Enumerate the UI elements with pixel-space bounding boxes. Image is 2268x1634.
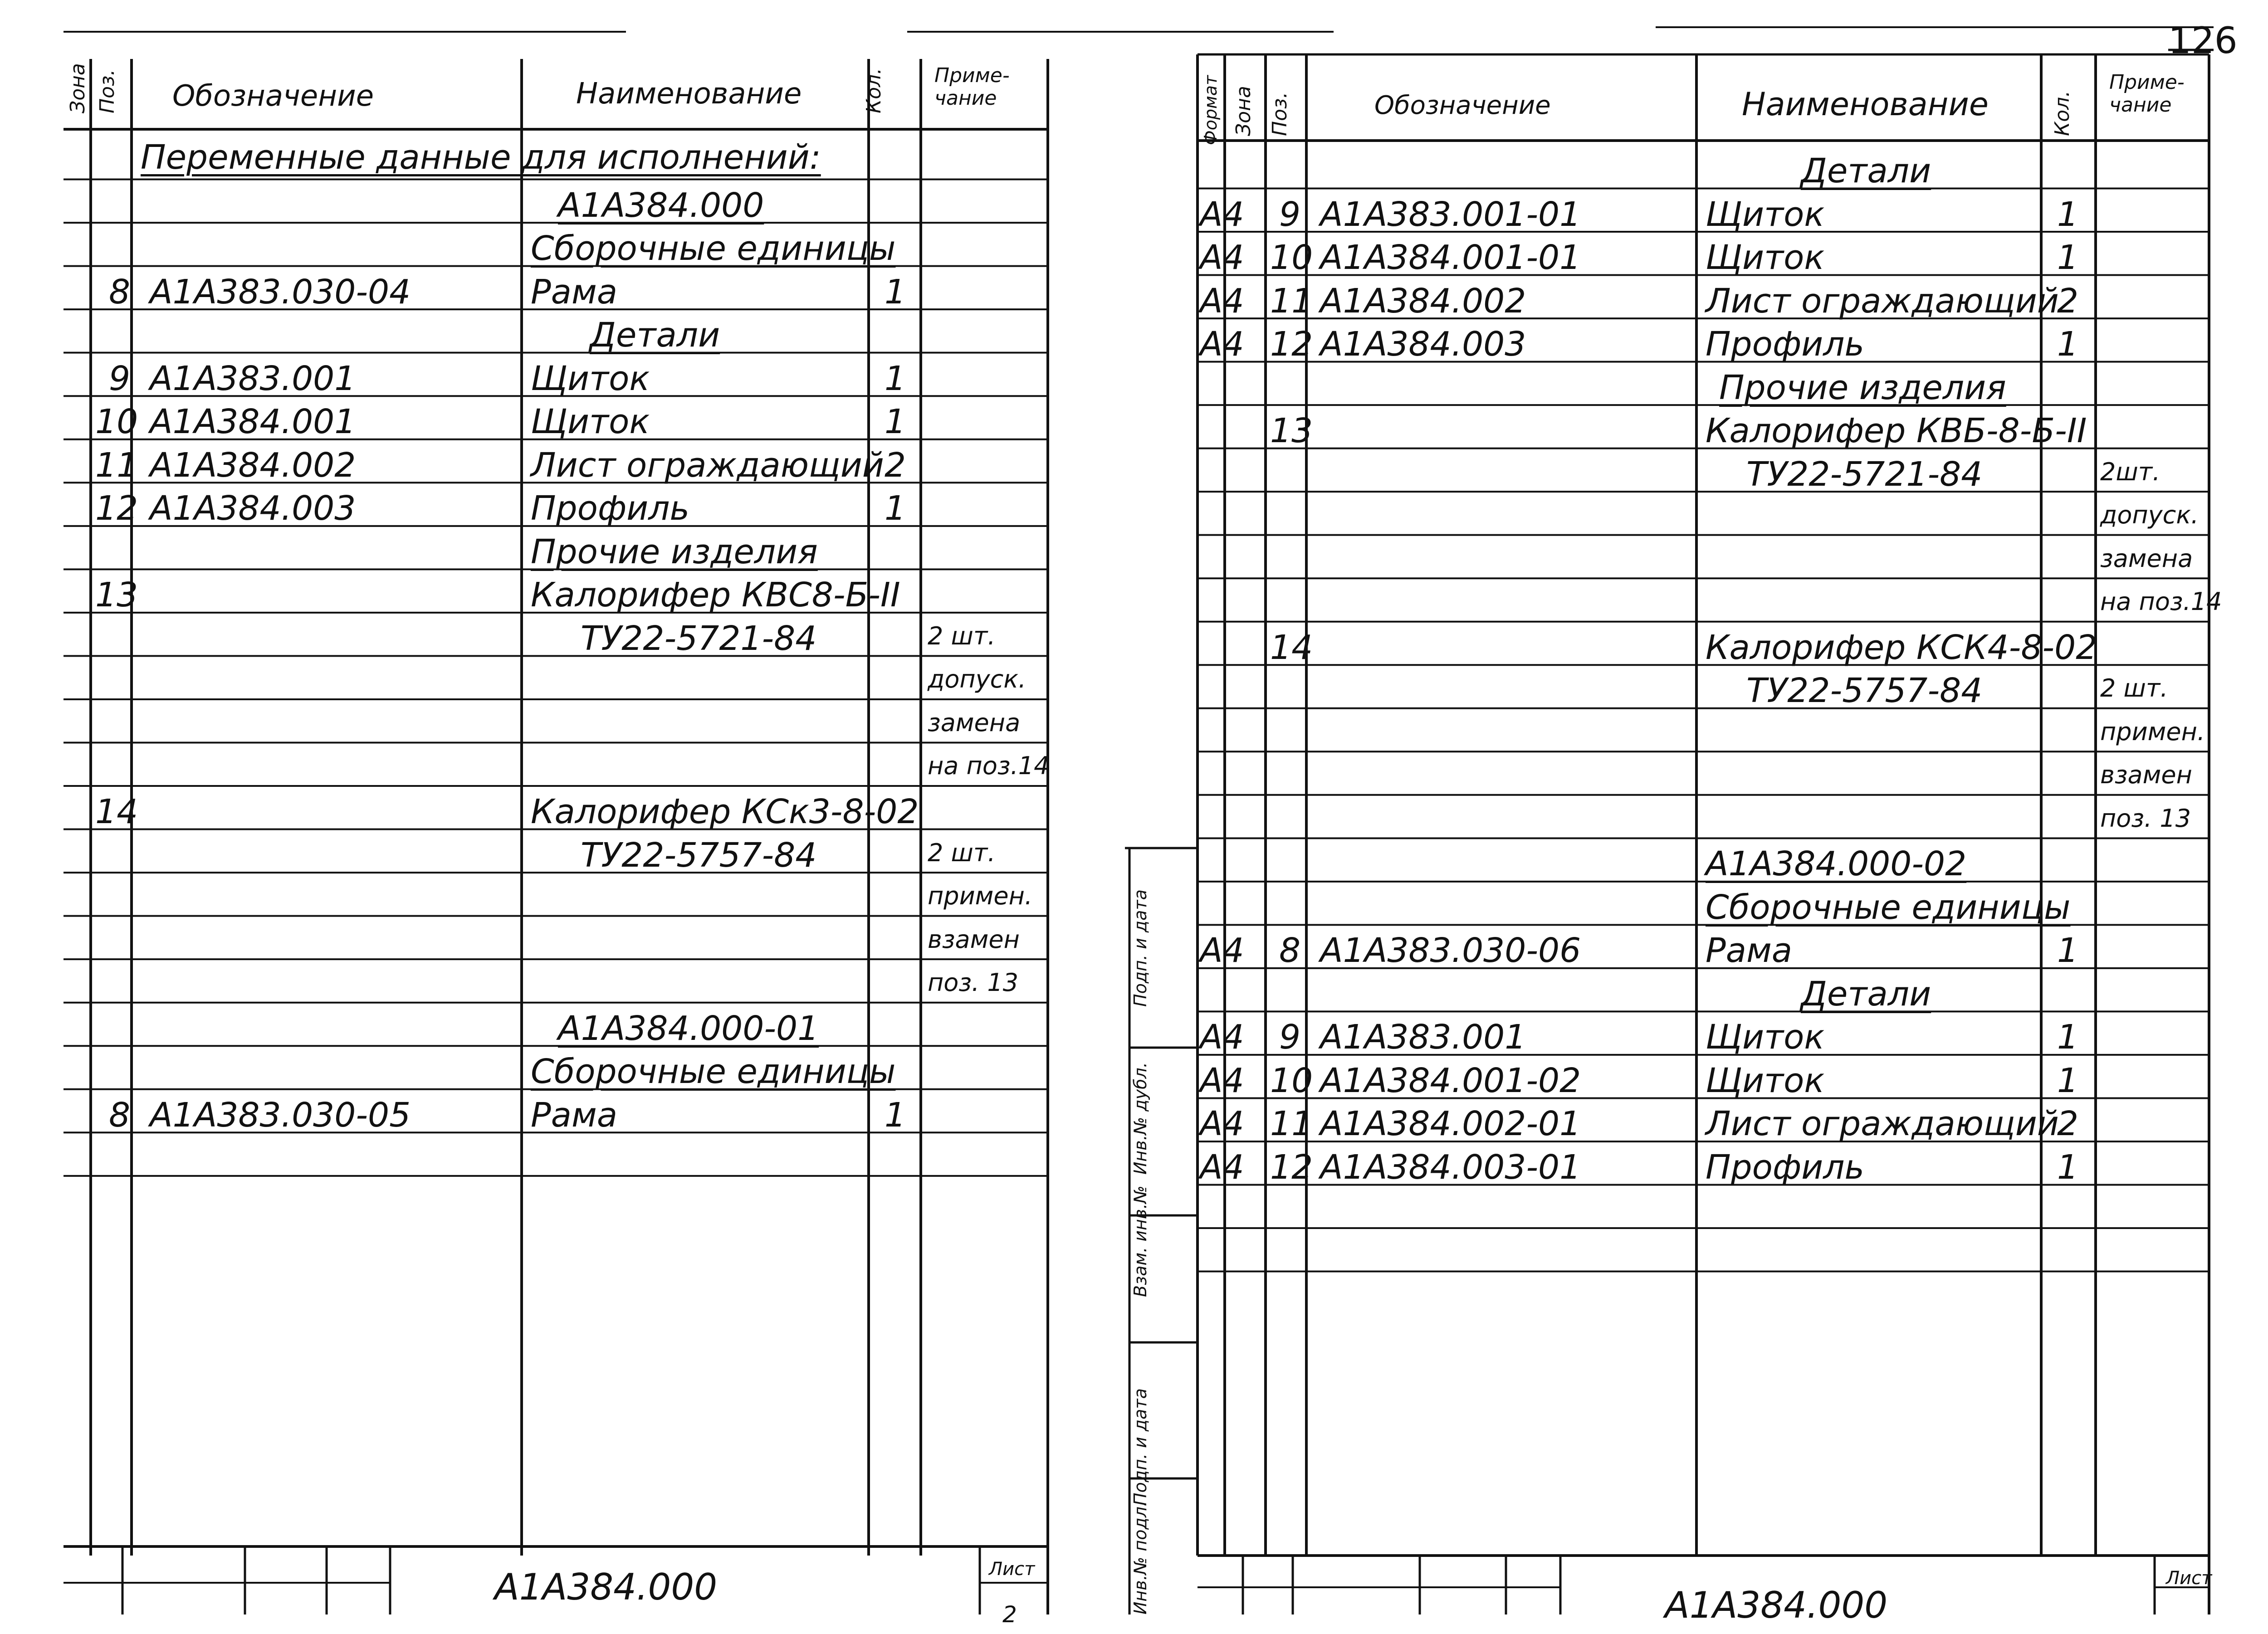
left-row-2-naim: Сборочные единицы — [531, 229, 896, 268]
right-doc-number: А1А384.000 — [1665, 1584, 1888, 1626]
right-row-14-prim: взамен — [2100, 761, 2192, 790]
right-row-10-prim: на поз.14 — [2100, 587, 2222, 616]
right-row-18-naim: Рама — [1706, 931, 1793, 971]
left-row-15-poz: 14 — [95, 792, 138, 832]
left-row-4-naim: Детали — [590, 316, 720, 355]
right-row-3-poz: 11 — [1270, 281, 1313, 321]
right-row-7-prim: 2шт. — [2100, 457, 2160, 486]
right-row-20-kol: 1 — [2057, 1018, 2079, 1057]
right-row-16-naim: А1А384.000-02 — [1706, 844, 1967, 884]
right-row-1-poz: 9 — [1279, 195, 1301, 234]
right-header-naimenovanie: Наименование — [1742, 86, 1989, 123]
left-row-20-naim: А1А384.000-01 — [558, 1009, 819, 1048]
stamp-podp-data-1: Подп. и дата — [1130, 1388, 1150, 1506]
right-row-23-obozn: А1А384.003-01 — [1320, 1147, 1581, 1187]
left-row-7-kol: 2 — [885, 445, 906, 485]
left-row-6-poz: 10 — [95, 402, 138, 442]
left-list-label: Лист — [989, 1559, 1035, 1580]
right-row-11-poz: 14 — [1270, 628, 1313, 667]
right-row-23-poz: 12 — [1270, 1147, 1313, 1187]
left-row-22-obozn: А1А383.030-05 — [150, 1095, 411, 1135]
left-row-7-naim: Лист ограждающий — [531, 445, 884, 485]
left-row-6-kol: 1 — [885, 402, 906, 442]
right-row-20-obozn: А1А383.001 — [1320, 1018, 1526, 1057]
left-header-zona: Зона — [66, 63, 89, 113]
left-header-naimenovanie: Наименование — [576, 77, 802, 111]
left-row-10-naim: Калорифер КВС8-Б-II — [531, 576, 900, 615]
left-row-22-naim: Рама — [531, 1095, 618, 1135]
right-row-8-prim: допуск. — [2100, 501, 2199, 530]
right-row-12-naim: ТУ22-5757-84 — [1746, 671, 1983, 711]
right-row-4-poz: 12 — [1270, 325, 1313, 364]
right-header-kol: Кол. — [2051, 90, 2074, 136]
right-row-20-naim: Щиток — [1706, 1018, 1825, 1057]
left-row-16-naim: ТУ22-5757-84 — [581, 835, 817, 875]
right-row-23-format: А4 — [1200, 1147, 1244, 1187]
left-row-10-poz: 13 — [95, 576, 138, 615]
right-header-oboznachenie: Обозначение — [1374, 91, 1551, 120]
right-row-4-kol: 1 — [2057, 325, 2079, 364]
right-row-2-poz: 10 — [1270, 238, 1313, 278]
right-header-format: Формат — [1201, 75, 1221, 145]
stamp-inv-podl: Инв.№ подл. — [1130, 1501, 1150, 1614]
right-row-9-prim: замена — [2100, 544, 2193, 573]
right-row-4-naim: Профиль — [1706, 325, 1865, 364]
right-row-22-format: А4 — [1200, 1104, 1244, 1144]
left-row-22-kol: 1 — [885, 1095, 906, 1135]
stamp-podp-data-2: Подп. и дата — [1130, 889, 1150, 1007]
left-row-17-prim: примен. — [928, 882, 1033, 911]
left-row-9-naim: Прочие изделия — [531, 532, 818, 571]
left-row-6-obozn: А1А384.001 — [150, 402, 356, 442]
left-row-15-naim: Калорифер КСк3-8-02 — [531, 792, 919, 832]
right-list-label: Лист — [2166, 1568, 2212, 1589]
right-row-6-poz: 13 — [1270, 411, 1313, 451]
left-row-12-prim: допуск. — [928, 665, 1026, 694]
right-row-3-kol: 2 — [2057, 281, 2079, 321]
right-row-11-naim: Калорифер КСК4-8-02 — [1706, 628, 2097, 667]
right-row-12-prim: 2 шт. — [2100, 674, 2168, 703]
right-row-2-obozn: А1А384.001-01 — [1320, 238, 1581, 278]
left-header-oboznachenie: Обозначение — [172, 79, 374, 113]
left-row-3-obozn: А1А383.030-04 — [150, 272, 411, 312]
right-row-20-format: А4 — [1200, 1018, 1244, 1057]
right-row-13-prim: примен. — [2100, 717, 2205, 746]
left-row-18-prim: взамен — [928, 925, 1020, 954]
left-row-5-naim: Щиток — [531, 359, 650, 398]
left-row-3-poz: 8 — [109, 272, 131, 312]
left-header-prim-2: чание — [934, 87, 997, 110]
left-header-poz: Поз. — [96, 69, 119, 113]
right-header-poz: Поз. — [1268, 92, 1291, 136]
left-header-prim-1: Приме- — [934, 64, 1010, 87]
left-row-14-prim: на поз.14 — [928, 751, 1050, 780]
left-row-8-naim: Профиль — [531, 489, 690, 528]
right-row-18-obozn: А1А383.030-06 — [1320, 931, 1581, 971]
right-row-23-naim: Профиль — [1706, 1147, 1865, 1187]
right-row-18-kol: 1 — [2057, 931, 2079, 971]
left-row-19-prim: поз. 13 — [928, 968, 1019, 997]
left-row-6-naim: Щиток — [531, 402, 650, 442]
right-row-22-poz: 11 — [1270, 1104, 1313, 1144]
left-row-3-naim: Рама — [531, 272, 618, 312]
right-row-22-obozn: А1А384.002-01 — [1320, 1104, 1581, 1144]
stamp-inv-dubl: Инв.№ дубл. — [1130, 1062, 1150, 1175]
right-row-2-kol: 1 — [2057, 238, 2079, 278]
right-row-21-poz: 10 — [1270, 1061, 1313, 1100]
left-row-3-kol: 1 — [885, 272, 906, 312]
right-row-20-poz: 9 — [1279, 1018, 1301, 1057]
right-row-22-kol: 2 — [2057, 1104, 2079, 1144]
right-row-21-obozn: А1А384.001-02 — [1320, 1061, 1581, 1100]
right-row-23-kol: 1 — [2057, 1147, 2079, 1187]
left-row-13-prim: замена — [928, 708, 1021, 737]
right-header-zona: Зона — [1232, 86, 1255, 136]
left-row-22-poz: 8 — [109, 1095, 131, 1135]
right-row-1-kol: 1 — [2057, 195, 2079, 234]
right-row-5-naim: Прочие изделия — [1719, 368, 2006, 407]
right-row-1-naim: Щиток — [1706, 195, 1825, 234]
right-row-4-obozn: А1А384.003 — [1320, 325, 1526, 364]
left-row-7-obozn: А1А384.002 — [150, 445, 356, 485]
left-row-5-obozn: А1А383.001 — [150, 359, 356, 398]
right-row-18-poz: 8 — [1279, 931, 1301, 971]
right-row-1-obozn: А1А383.001-01 — [1320, 195, 1581, 234]
right-header-prim-1: Приме- — [2109, 71, 2185, 94]
right-row-19-naim: Детали — [1801, 974, 1931, 1014]
left-header-kol: Кол. — [862, 68, 885, 113]
right-row-17-naim: Сборочные единицы — [1706, 888, 2071, 927]
left-row-21-naim: Сборочные единицы — [531, 1052, 896, 1092]
left-doc-number: А1А384.000 — [494, 1566, 718, 1608]
right-row-18-format: А4 — [1200, 931, 1244, 971]
left-list-number: 2 — [1002, 1601, 1017, 1628]
stamp-vzam-inv: Взам. инв.№ — [1130, 1185, 1150, 1297]
right-row-2-format: А4 — [1200, 238, 1244, 278]
right-row-3-obozn: А1А384.002 — [1320, 281, 1526, 321]
left-row-11-prim: 2 шт. — [928, 621, 996, 650]
right-row-21-format: А4 — [1200, 1061, 1244, 1100]
left-row-1-naim: А1А384.000 — [558, 185, 764, 225]
right-header-prim-2: чание — [2109, 93, 2172, 117]
right-row-21-kol: 1 — [2057, 1061, 2079, 1100]
left-row-5-poz: 9 — [109, 359, 131, 398]
right-row-3-naim: Лист ограждающий — [1706, 281, 2059, 321]
right-row-3-format: А4 — [1200, 281, 1244, 321]
right-row-0-naim: Детали — [1801, 151, 1931, 190]
left-row-8-kol: 1 — [885, 489, 906, 528]
left-row-8-poz: 12 — [95, 489, 138, 528]
left-row-0-obozn: Переменные данные для исполнений: — [141, 138, 821, 177]
page-number: 126 — [2168, 20, 2238, 62]
right-row-1-format: А4 — [1200, 195, 1244, 234]
right-row-6-naim: Калорифер КВБ-8-Б-II — [1706, 411, 2087, 451]
left-row-16-prim: 2 шт. — [928, 838, 996, 867]
right-row-4-format: А4 — [1200, 325, 1244, 364]
left-row-8-obozn: А1А384.003 — [150, 489, 356, 528]
left-row-7-poz: 11 — [95, 445, 138, 485]
right-row-15-prim: поз. 13 — [2100, 804, 2191, 833]
right-row-7-naim: ТУ22-5721-84 — [1746, 454, 1983, 494]
left-row-11-naim: ТУ22-5721-84 — [581, 619, 817, 658]
right-row-21-naim: Щиток — [1706, 1061, 1825, 1100]
right-row-2-naim: Щиток — [1706, 238, 1825, 278]
left-row-5-kol: 1 — [885, 359, 906, 398]
right-row-22-naim: Лист ограждающий — [1706, 1104, 2059, 1144]
